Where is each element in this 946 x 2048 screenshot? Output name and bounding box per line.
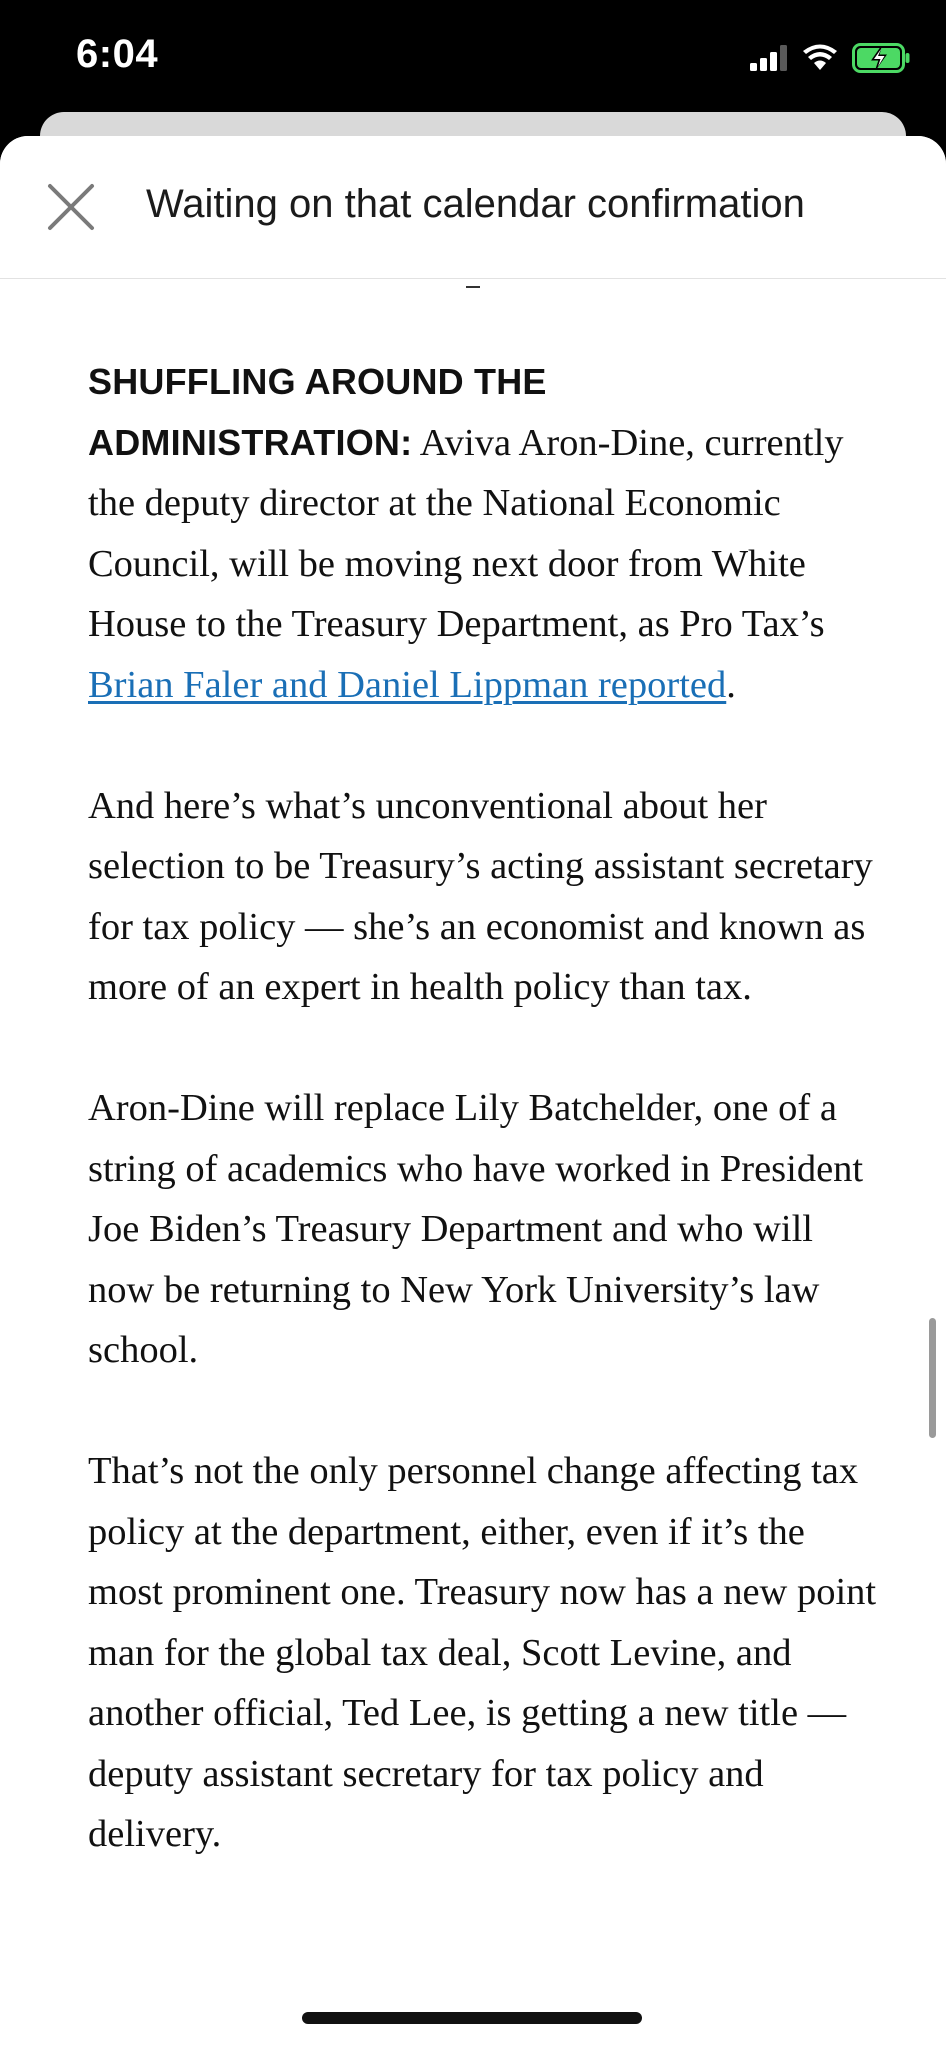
article-sheet [0, 136, 946, 2048]
status-icons [750, 40, 910, 76]
scrollbar[interactable] [929, 1318, 936, 1438]
cut-off-text-remnant [466, 280, 480, 288]
paragraph-4: That’s not the only personnel change affecting tax policy at the department, either, even if it’s the most prominent one. Treasury now has a new point man for the global tax deal, Scott Levine, and another official, Ted Lee, is getting a new title — deputy assistant secretary for tax policy and delivery. [88, 1450, 877, 1855]
close-icon [44, 180, 98, 234]
status-time: 6:04 [76, 32, 159, 76]
paragraph-1-text: Aviva Aron-Dine, currently the deputy director at the National Economic Council, will be moving next door from White House to the Treasury Department, as Pro Tax’s [88, 421, 844, 645]
paragraph-1-end: . [726, 663, 736, 706]
home-indicator[interactable] [302, 2012, 642, 2024]
battery-charging-icon [852, 43, 910, 73]
article-body [88, 352, 878, 1925]
section-heading: SHUFFLING AROUND THE ADMINISTRATION: [88, 361, 547, 463]
paragraph-1 [88, 352, 878, 715]
paragraph-3: Aron-Dine will replace Lily Batchelder, one of a string of academics who have worked in President Joe Biden’s Treasury Department and who will now be returning to New York University’s law school. [88, 1087, 864, 1371]
sheet-header [0, 136, 946, 279]
status-bar [0, 0, 946, 112]
cellular-signal-icon [750, 45, 788, 71]
paragraph-2: And here’s what’s unconventional about her selection to be Treasury’s acting assistant secretary for tax policy — she’s an economist and known as more of an expert in health policy than tax. [88, 784, 873, 1008]
wifi-icon [802, 44, 838, 72]
page-title: Waiting on that calendar confirmation [146, 182, 805, 226]
article-link[interactable]: Brian Faler and Daniel Lippman reported [88, 663, 727, 706]
close-button[interactable] [44, 180, 98, 234]
